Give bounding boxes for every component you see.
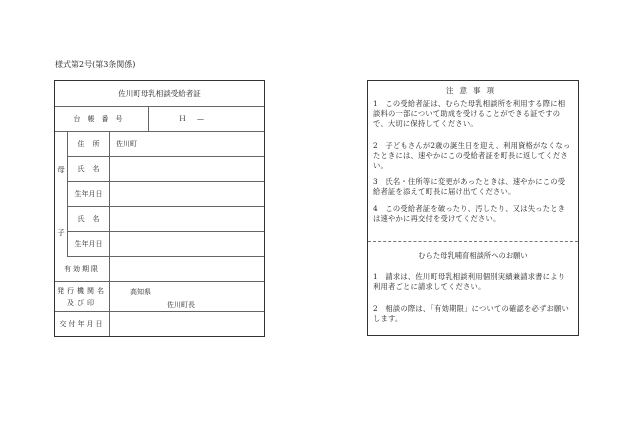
- issuer-row: [55, 282, 264, 312]
- issuer-label-line-1: 発行機関名: [57, 286, 107, 295]
- note-item: 2 子どもさんが2歳の誕生日を迎え、利用資格がなくなったときには、速やかにこの受給者証を町長に返してください。: [373, 141, 571, 170]
- address-value: 佐川町: [116, 140, 137, 148]
- note-item: 3 氏名・住所等に変更があったときは、速やかにこの受給者証を添えて町長に届け出てください。: [373, 177, 566, 196]
- certificate-table: [54, 80, 265, 337]
- ledger-row: [55, 107, 264, 132]
- note-item: 4 この受給者証を破ったり、汚したり、又は失ったときは速やかに再交付を受けてください。: [373, 204, 566, 223]
- notes-panel: [367, 80, 579, 336]
- mother-birth-row: [68, 182, 264, 207]
- notes-subtitle: むらた母乳哺育相談所へのお願い: [418, 251, 528, 260]
- certificate-title-row: [55, 81, 264, 107]
- mother-label: 母: [55, 132, 68, 207]
- mother-name-label: 氏名: [68, 157, 110, 181]
- child-birth-row: [68, 232, 264, 257]
- issuer-label-line-2: 及び印: [67, 298, 97, 307]
- issuer-label: [55, 282, 110, 311]
- notes-title: 注意事項: [446, 86, 500, 95]
- notes-divider: [368, 241, 578, 242]
- issue-date-label: 交付年月日: [55, 312, 110, 336]
- address-label: 住所: [68, 132, 110, 156]
- request-item: 1 請求は、佐川町母乳相談利用個別実績兼請求書により利用者ごとに請求してください。: [373, 272, 566, 291]
- child-birth-label: 生年月日: [68, 232, 110, 256]
- note-item: 1 この受給者証は、むらた母乳相談所を利用する際に相談料の一部について助成を受けることができる証ですので、大切に保持してください。: [373, 99, 566, 128]
- request-item: 2 相談の際は、「有効期限」についての確認を必ずお願いします。: [373, 304, 569, 323]
- valid-label: 有効期限: [55, 257, 110, 281]
- mother-birth-label: 生年月日: [68, 182, 110, 206]
- issuer-mayor: 佐川町長: [167, 301, 195, 309]
- ledger-value: Ｈ —: [179, 115, 206, 123]
- child-name-label: 氏名: [68, 207, 110, 231]
- form-number: 様式第2号(第3条関係): [55, 60, 136, 69]
- issuer-prefecture: 高知県: [130, 288, 151, 296]
- issue-date-row: [55, 312, 264, 336]
- mother-name-row: [68, 157, 264, 182]
- certificate-title: 佐川町母乳相談受給者証: [118, 89, 201, 98]
- ledger-label: 台帳番号: [55, 107, 149, 131]
- address-row: [68, 132, 264, 157]
- valid-row: [55, 257, 264, 282]
- child-name-row: [68, 207, 264, 232]
- child-label: 子: [55, 207, 68, 257]
